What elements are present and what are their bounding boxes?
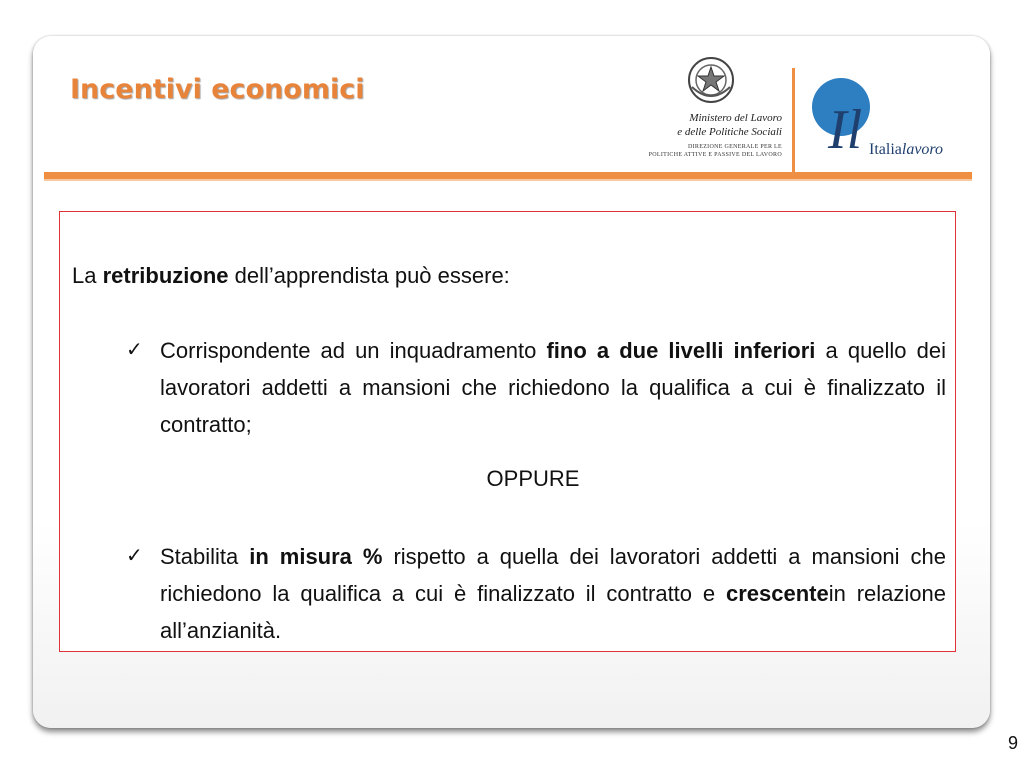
title-rule — [44, 172, 972, 181]
brand-name — [869, 141, 943, 159]
brand-name-italic: lavoro — [901, 141, 944, 158]
checkmark-icon: ✓ — [126, 545, 143, 567]
italialavoro-logo — [806, 78, 976, 168]
ministry-name-line1: Ministero del Lavoro — [689, 112, 782, 124]
intro-bold: retribuzione — [102, 263, 229, 288]
logo-divider — [792, 68, 795, 172]
ministry-logo — [642, 55, 782, 165]
ministry-name — [642, 111, 782, 139]
intro-prefix: La — [72, 263, 103, 288]
bullet2-text-c: in relazione all’anzianità. — [160, 581, 947, 643]
checkmark-icon: ✓ — [126, 339, 143, 361]
intro-suffix: dell’apprendista può essere: — [228, 263, 510, 288]
page-number: 9 — [1007, 733, 1018, 753]
brand-name-plain: Italia — [869, 141, 902, 158]
bullet-text-2 — [160, 538, 946, 649]
page-title: Incentivi economici — [70, 74, 365, 105]
bullet1-bold: fino a due livelli inferiori — [546, 338, 816, 363]
bullet2-text-b: rispetto a quella dei lavoratori addetti a mansioni che richiedono la qualifica a cui è finalizzato il contratto e — [160, 544, 946, 606]
bullet1-text-a: Corrispondente ad un inquadramento — [160, 338, 547, 363]
bullet-item-2 — [126, 538, 946, 649]
bullet1-text-b: a quello dei lavoratori addetti a mansioni che richiedono la qualifica a cui è finalizzato il contratto; — [160, 338, 946, 437]
ministry-subtitle — [642, 143, 782, 159]
bullet2-bold-b: crescente — [726, 581, 829, 606]
ministry-name-line2: e delle Politiche Sociali — [677, 126, 782, 138]
brand-mark: Il — [828, 99, 863, 161]
bullet2-text-a: Stabilita — [160, 544, 250, 569]
bullet-item-1 — [126, 332, 946, 443]
emblem-icon — [686, 55, 736, 105]
content-box — [59, 211, 956, 652]
bullet-text-1 — [160, 332, 946, 443]
separator-text: OPPURE — [486, 466, 580, 491]
ministry-sub-line1: DIREZIONE GENERALE PER LE — [688, 144, 782, 150]
ministry-sub-line2: POLITICHE ATTIVE E PASSIVE DEL LAVORO — [648, 152, 782, 158]
bullet2-bold-a: in misura % — [249, 544, 383, 569]
intro-line — [72, 262, 510, 290]
